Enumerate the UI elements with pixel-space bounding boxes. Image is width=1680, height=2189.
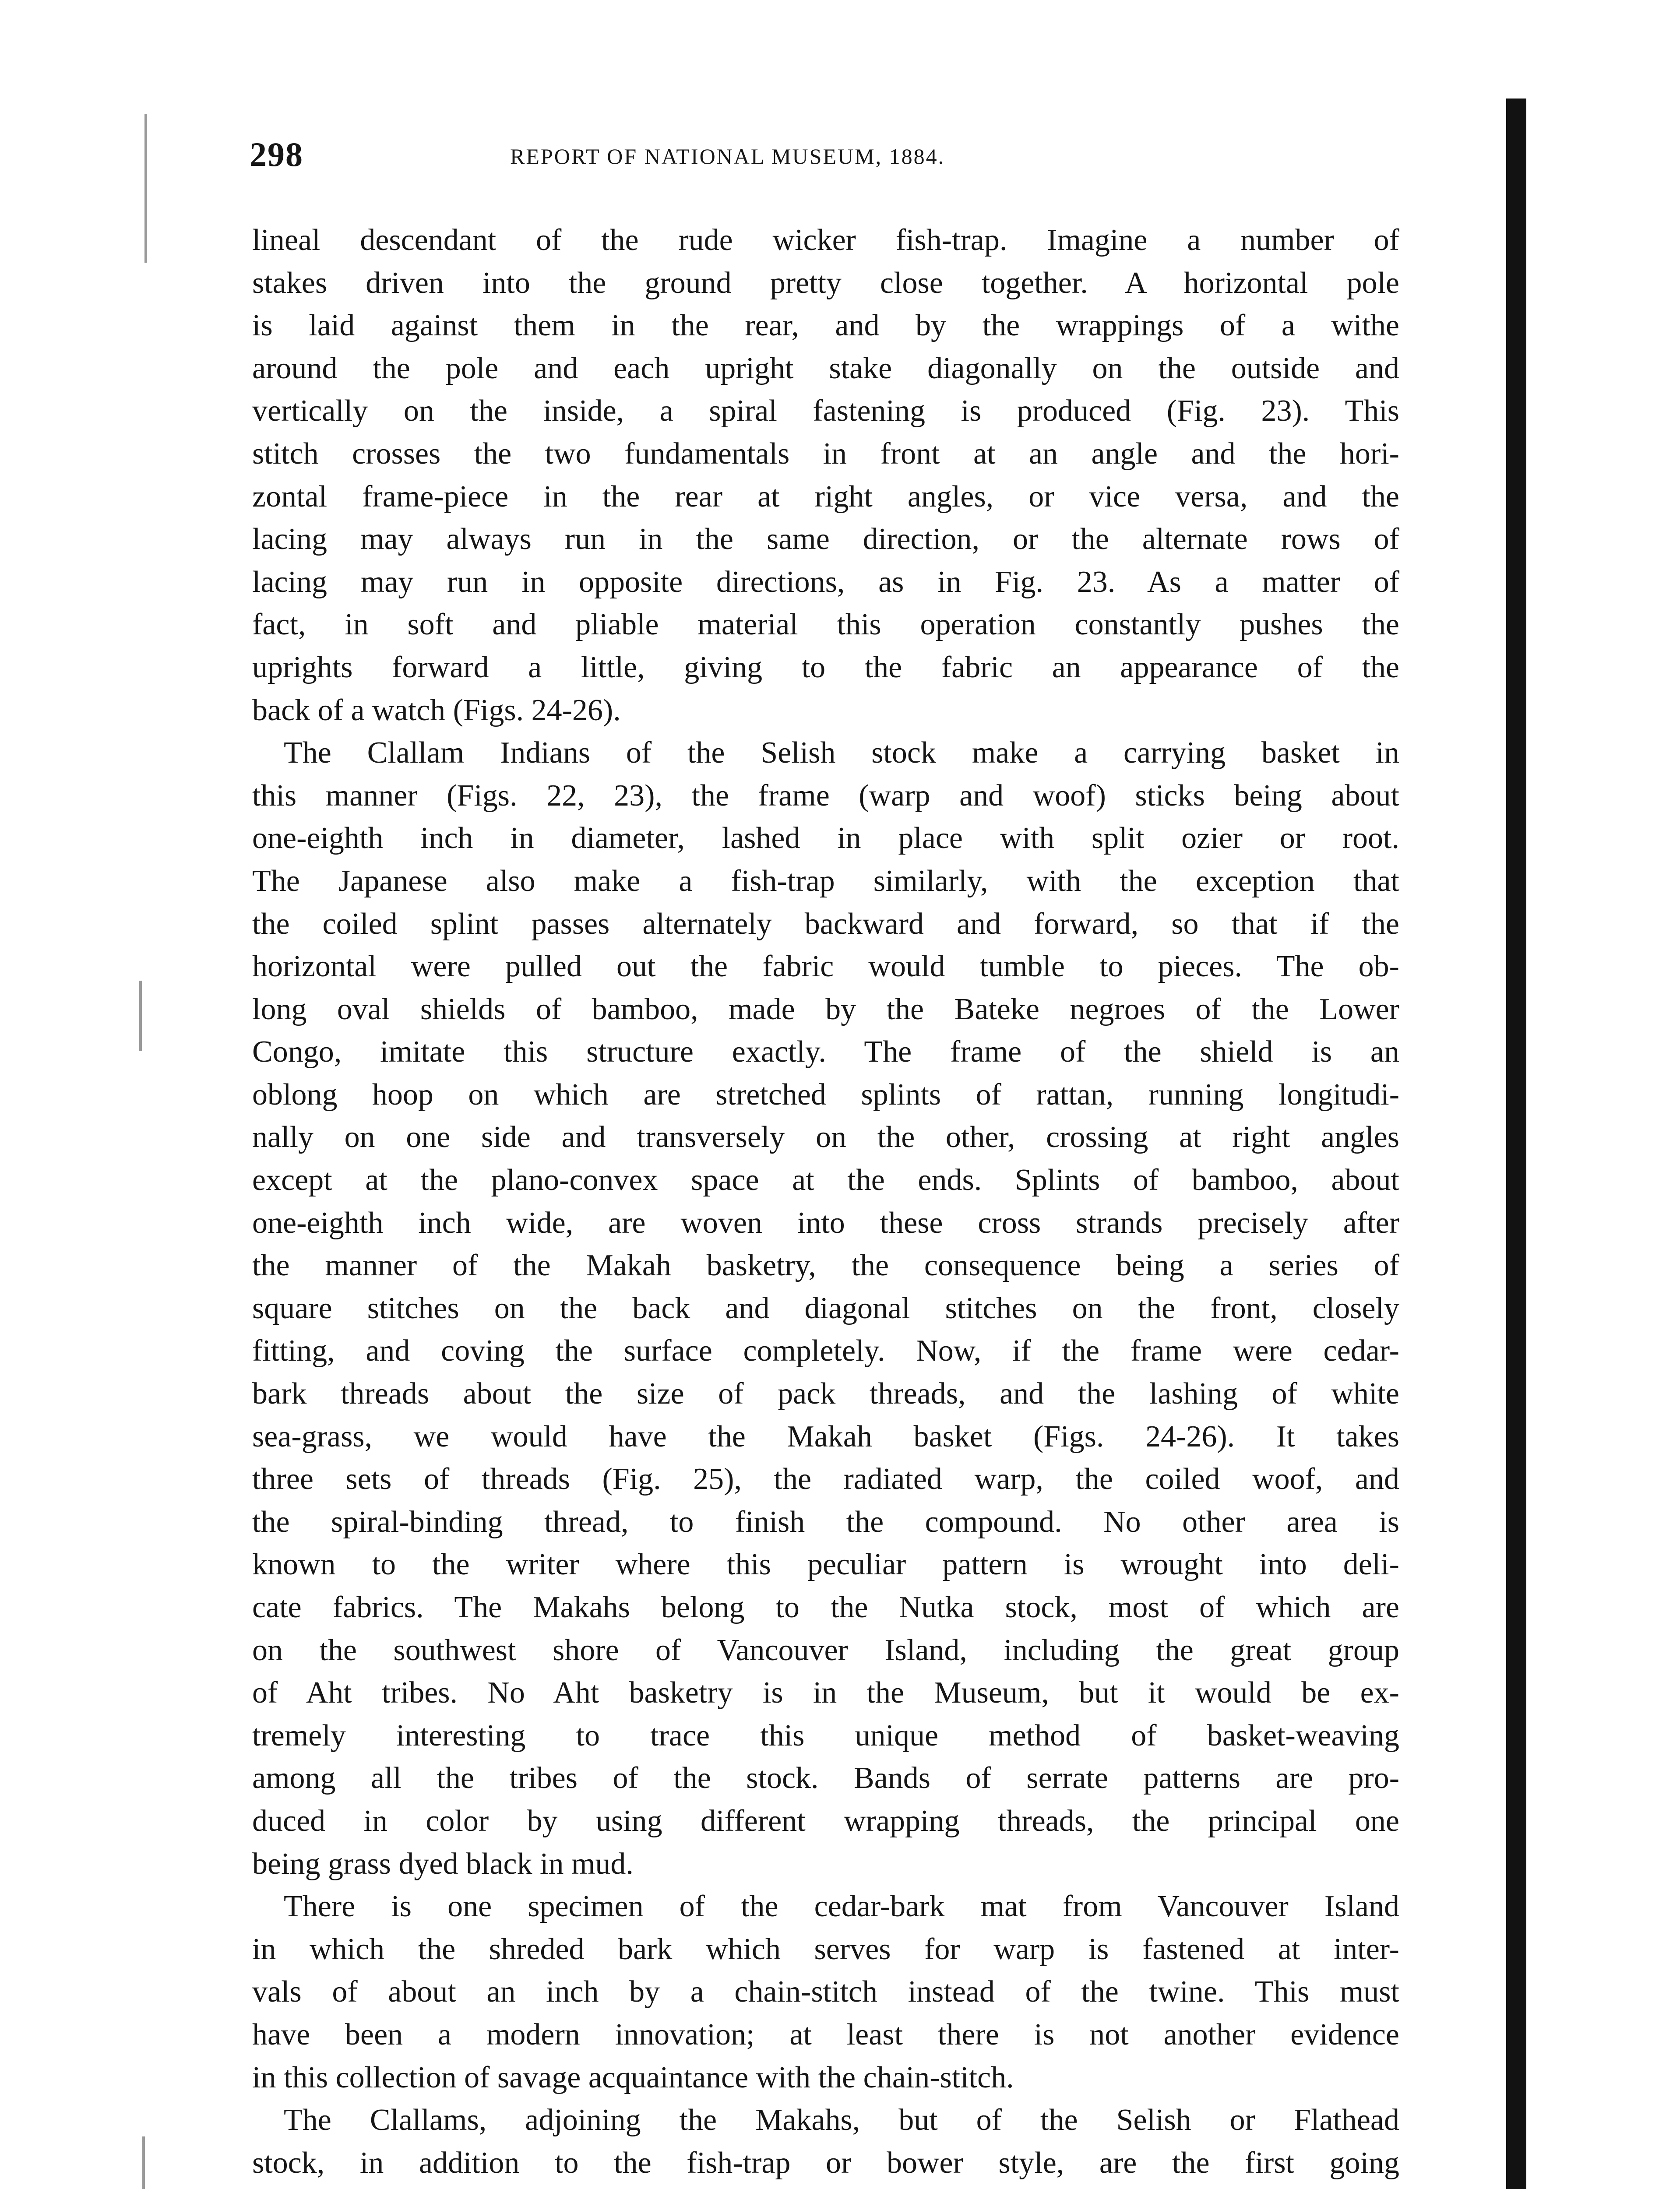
text-line: lacing may run in opposite directions, as in Fig. 23. As a matter of: [252, 565, 1399, 599]
text-line: tremely interesting to trace this unique method of basket-weaving: [252, 1718, 1399, 1753]
text-line: stock, in addition to the fish-trap or bower style, are the first going: [252, 2146, 1399, 2180]
text-line: being grass dyed black in mud.: [252, 1847, 634, 1881]
text-line: stitch crosses the two fundamentals in front at an angle and the hori-: [252, 436, 1399, 471]
text-line: nally on one side and transversely on the other, crossing at right angles: [252, 1120, 1399, 1154]
binding-shadow: [1506, 99, 1526, 2189]
paragraph: [252, 2099, 1399, 2184]
text-line: stakes driven into the ground pretty close together. A horizontal pole: [252, 266, 1399, 300]
text-line: in this collection of savage acquaintance with the chain-stitch.: [252, 2060, 1014, 2094]
text-line: three sets of threads (Fig. 25), the radiated warp, the coiled woof, and: [252, 1462, 1399, 1496]
text-line: among all the tribes of the stock. Bands of serrate patterns are pro-: [252, 1761, 1399, 1795]
paragraph: [252, 732, 1399, 1885]
text-line: is laid against them in the rear, and by the wrappings of a withe: [252, 309, 1399, 343]
text-line: zontal frame-piece in the rear at right angles, or vice versa, and the: [252, 479, 1399, 514]
text-line: the spiral-binding thread, to finish the compound. No other area is: [252, 1505, 1399, 1539]
text-line: long oval shields of bamboo, made by the Bateke negroes of the Lower: [252, 992, 1399, 1026]
text-line: one-eighth inch in diameter, lashed in place with split ozier or root.: [252, 821, 1399, 855]
text-line: the coiled splint passes alternately backward and forward, so that if the: [252, 907, 1399, 941]
paragraph: [252, 219, 1399, 732]
text-line: square stitches on the back and diagonal stitches on the front, closely: [252, 1291, 1399, 1325]
scan-edge-mark: [139, 981, 142, 1051]
text-line: vals of about an inch by a chain-stitch instead of the twine. This must: [252, 1975, 1399, 2009]
text-line: The Clallams, adjoining the Makahs, but of the Selish or Flathead: [284, 2103, 1399, 2137]
text-line: There is one specimen of the cedar-bark mat from Vancouver Island: [284, 1890, 1399, 1924]
text-line: uprights forward a little, giving to the fabric an appearance of the: [252, 650, 1399, 684]
text-line: Congo, imitate this structure exactly. The frame of the shield is an: [252, 1035, 1399, 1069]
text-line: The Japanese also make a fish-trap similarly, with the exception that: [252, 864, 1399, 898]
text-line: around the pole and each upright stake diagonally on the outside and: [252, 351, 1399, 385]
text-line: bark threads about the size of pack threads, and the lashing of white: [252, 1377, 1399, 1411]
text-line: sea-grass, we would have the Makah basket (Figs. 24-26). It takes: [252, 1419, 1399, 1453]
text-line: have been a modern innovation; at least there is not another evidence: [252, 2017, 1399, 2052]
text-line: except at the plano-convex space at the ends. Splints of bamboo, about: [252, 1163, 1399, 1197]
page-header: [250, 135, 1405, 174]
page-number: 298: [250, 135, 303, 173]
text-line: the manner of the Makah basketry, the consequence being a series of: [252, 1249, 1399, 1283]
text-line: vertically on the inside, a spiral fastening is produced (Fig. 23). This: [252, 394, 1399, 428]
text-line: one-eighth inch wide, are woven into these cross strands precisely after: [252, 1206, 1399, 1240]
scan-edge-mark: [144, 114, 147, 263]
text-line: horizontal were pulled out the fabric would tumble to pieces. The ob-: [252, 950, 1399, 984]
text-line: this manner (Figs. 22, 23), the frame (warp and woof) sticks being about: [252, 778, 1399, 813]
paragraph: [252, 1885, 1399, 2099]
text-line: lacing may always run in the same direction, or the alternate rows of: [252, 522, 1399, 556]
text-line: in which the shreded bark which serves for warp is fastened at inter-: [252, 1932, 1399, 1966]
text-line: The Clallam Indians of the Selish stock make a carrying basket in: [284, 736, 1399, 770]
text-line: back of a watch (Figs. 24-26).: [252, 693, 621, 727]
text-line: cate fabrics. The Makahs belong to the Nutka stock, most of which are: [252, 1591, 1399, 1624]
body-text: [252, 219, 1399, 2184]
text-line: fitting, and coving the surface completely. Now, if the frame were cedar-: [252, 1334, 1399, 1368]
scan-edge-mark: [142, 2136, 145, 2189]
text-line: known to the writer where this peculiar pattern is wrought into deli-: [252, 1548, 1399, 1582]
text-line: fact, in soft and pliable material this operation constantly pushes the: [252, 608, 1399, 642]
text-line: oblong hoop on which are stretched splints of rattan, running longitudi-: [252, 1077, 1399, 1112]
text-line: duced in color by using different wrapping threads, the principal one: [252, 1804, 1399, 1838]
text-line: on the southwest shore of Vancouver Island, including the great group: [252, 1633, 1399, 1667]
text-line: lineal descendant of the rude wicker fish-trap. Imagine a number of: [252, 223, 1399, 257]
running-head: REPORT OF NATIONAL MUSEUM, 1884.: [510, 144, 945, 169]
text-line: of Aht tribes. No Aht basketry is in the Museum, but it would be ex-: [252, 1676, 1399, 1710]
